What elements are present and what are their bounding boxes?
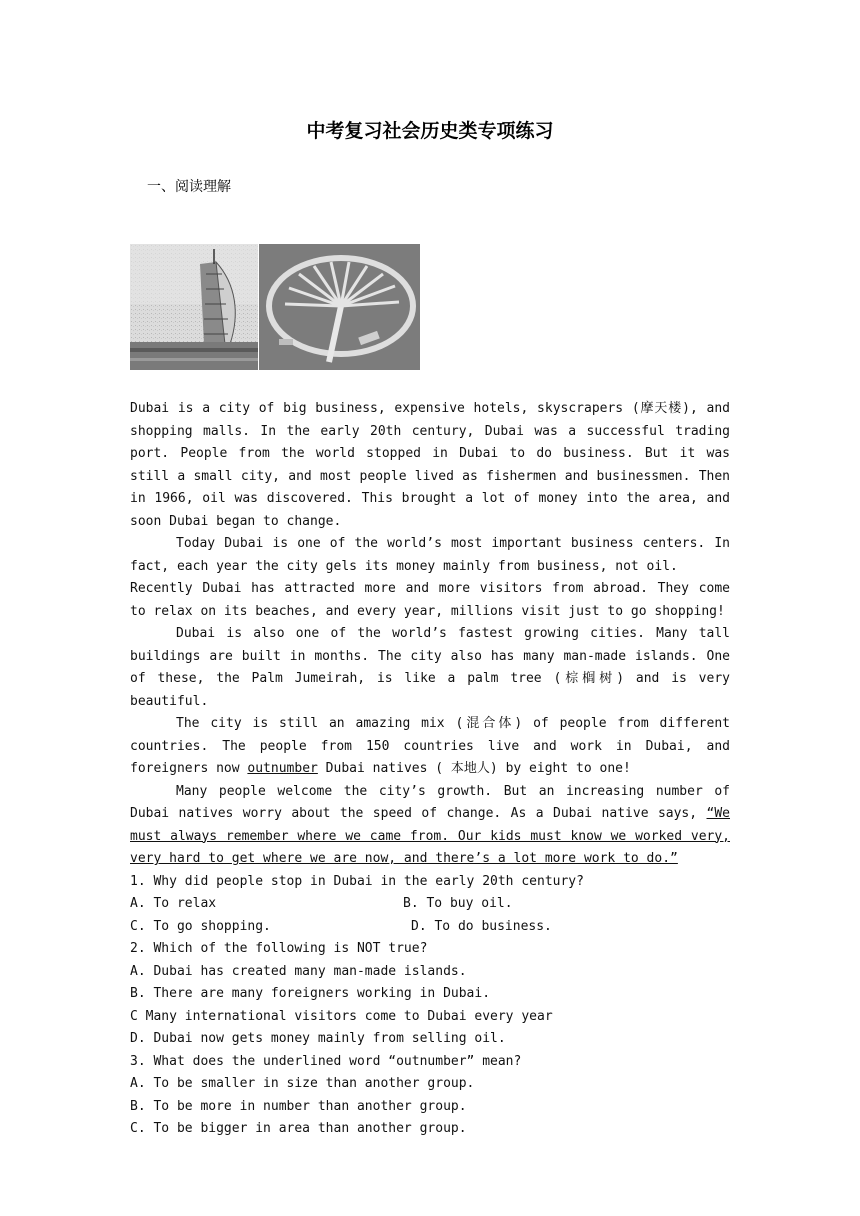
- photo-strip: [130, 244, 420, 370]
- question-3-option-c: C. To be bigger in area than another group.: [130, 1121, 467, 1136]
- question-2-option-a: A. Dubai has created many man-made islands.: [130, 963, 467, 979]
- palm-jumeirah-aerial-photo: [259, 244, 420, 370]
- question-3: [130, 1051, 730, 1141]
- passage-paragraph-1: Dubai is a city of big business, expensive hotels, skyscrapers (摩天楼), and shopping malls. In the early 20th century, Dubai was a successful trading port. People from the world stopped in Dubai to do business. But it was still a small city, and most people lived as fishermen and businessmen. Then in 1966, oil was discovered. This brought a lot of money into the area, and soon Dubai began to change.: [130, 401, 730, 529]
- reading-passage: [130, 398, 730, 1141]
- question-3-option-b: B. To be more in number than another group.: [130, 1098, 467, 1114]
- underlined-word: outnumber: [247, 761, 318, 776]
- passage-paragraph-6-text: Many people welcome the city’s growth. But an increasing number of Dubai natives worry about the speed of change. As a Dubai native says,: [130, 783, 730, 821]
- question-2-stem: 2. Which of the following is NOT true?: [130, 941, 428, 956]
- question-1-options-cd: [130, 916, 730, 939]
- question-1: [130, 871, 730, 939]
- question-1-options-ab: [130, 893, 730, 916]
- question-1-option-a: A. To relax: [130, 896, 217, 911]
- question-2-option-c: C Many international visitors come to Dubai every year: [130, 1008, 553, 1024]
- passage-paragraph-3: Recently Dubai has attracted more and more visitors from abroad. They come to relax on its beaches, and every year, millions visit just to go shopping!: [130, 581, 730, 619]
- passage-paragraph-6: [130, 781, 730, 871]
- section-heading: 一、阅读理解: [147, 179, 231, 195]
- question-1-option-d: D. To do business.: [411, 918, 552, 934]
- passage-paragraph-4: Dubai is also one of the world’s fastest growing cities. Many tall buildings are built in months. The city also has many man-made islands. One of these, the Palm Jumeirah, is like a palm tree (棕榈树) and is very beautiful.: [130, 626, 730, 709]
- question-1-option-b: B. To buy oil.: [403, 896, 513, 911]
- passage-paragraph-2: Today Dubai is one of the world’s most important business centers. In fact, each year the city gels its money mainly from business, not oil.: [130, 536, 730, 574]
- underlined-quote: “We must always remember where we came from. Our kids must know we worked very, very hard to get where we are now, and there’s a lot more work to do.”: [130, 806, 730, 866]
- question-2-option-b: B. There are many foreigners working in Dubai.: [130, 986, 491, 1001]
- burj-al-arab-photo: [130, 244, 258, 370]
- passage-paragraph-5: [130, 713, 730, 781]
- question-2-option-d: D. Dubai now gets money mainly from selling oil.: [130, 1031, 506, 1046]
- question-3-option-a: A. To be smaller in size than another group.: [130, 1076, 475, 1091]
- passage-paragraph-5-tail: Dubai natives ( 本地人) by eight to one!: [317, 761, 631, 776]
- question-1-option-c: C. To go shopping.: [130, 918, 271, 934]
- question-3-stem: 3. What does the underlined word “outnumber” mean?: [130, 1053, 522, 1069]
- page-title: 中考复习社会历史类专项练习: [306, 120, 554, 142]
- question-2: [130, 938, 730, 1051]
- question-1-stem: 1. Why did people stop in Dubai in the early 20th century?: [130, 873, 584, 889]
- passage-paragraph-5-text: The city is still an amazing mix (混合体) of people from different countries. The people from 150 countries live and work in Dubai, and foreigners now: [130, 716, 730, 776]
